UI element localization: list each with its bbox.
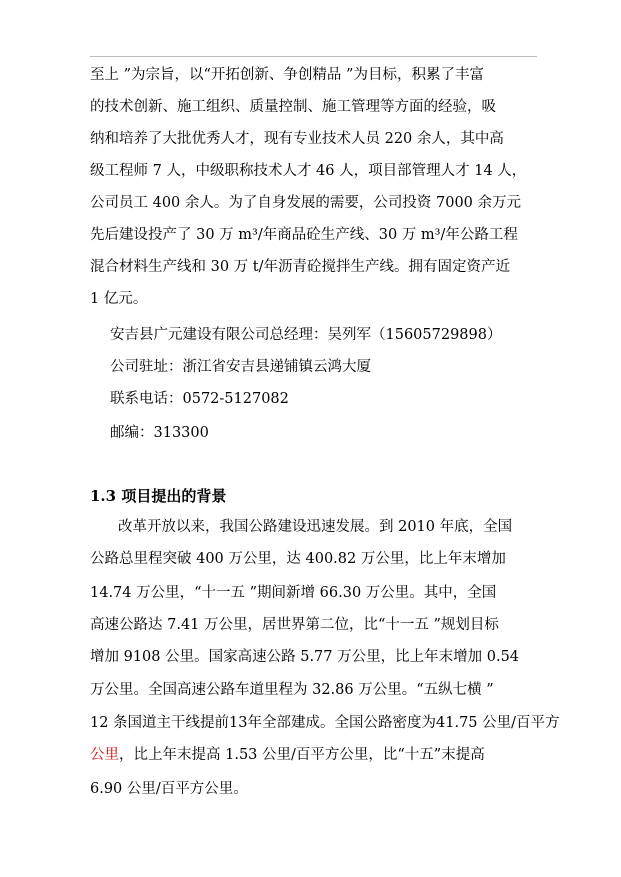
paragraph-line: 改革开放以来，我国公路建设迅速发展。到 2010 年底，全国 [118, 519, 513, 535]
paragraph-line: 12 条国道主干线提前13年全部建成。全国公路密度为41.75 公里/百平方 [90, 715, 560, 731]
paragraph-line: 先后建设投产了 30 万 m³/年商品砼生产线、30 万 m³/年公路工程 [90, 227, 518, 243]
paragraph-line-highlight [90, 744, 485, 766]
paragraph-line: 纳和培养了大批优秀人才，现有专业技术人员 220 余人，其中高 [90, 131, 504, 147]
contact-phone: 联系电话：0572-5127082 [110, 391, 289, 407]
highlight-text: 公里 [90, 747, 119, 763]
paragraph-line: 万公里。全国高速公路车道里程为 32.86 万公里。“五纵七横 ” [90, 682, 494, 698]
paragraph-line: 公司员工 400 余人。为了自身发展的需要，公司投资 7000 余万元 [90, 195, 522, 211]
paragraph-line: 6.90 公里/百平方公里。 [90, 781, 248, 797]
contact-manager: 安吉县广元建设有限公司总经理：吴列军（15605729898） [110, 327, 502, 343]
paragraph-line: 14.74 万公里，“十一五 ”期间新增 66.30 万公里。其中，全国 [90, 585, 497, 601]
paragraph-line: 混合材料生产线和 30 万 t/年沥青砼搅拌生产线。拥有固定资产近 [90, 259, 510, 275]
contact-address: 公司驻址：浙江省安吉县递铺镇云鸿大厦 [110, 359, 371, 375]
paragraph-line: 至上 ”为宗旨，以“开拓创新、争创精品 ”为目标，积累了丰富 [90, 67, 484, 83]
contact-postcode: 邮编：313300 [110, 425, 209, 441]
header-rule [90, 56, 537, 57]
paragraph-line: 高速公路达 7.41 万公里，居世界第二位，比“十一五 ”规划目标 [90, 617, 499, 633]
paragraph-line: 增加 9108 公里。国家高速公路 5.77 万公里，比上年末增加 0.54 [90, 649, 520, 665]
paragraph-line: 的技术创新、施工组织、质量控制、施工管理等方面的经验，吸 [90, 99, 496, 115]
paragraph-line: 1 亿元。 [90, 291, 148, 307]
paragraph-line: 级工程师 7 人，中级职称技术人才 46 人，项目部管理人才 14 人， [90, 163, 527, 179]
section-heading: 1.3 项目提出的背景 [90, 487, 227, 505]
paragraph-line-rest: ，比上年末提高 1.53 公里/百平方公里，比“十五”末提高 [119, 747, 485, 763]
paragraph-line: 公路总里程突破 400 万公里，达 400.82 万公里，比上年末增加 [90, 551, 506, 567]
